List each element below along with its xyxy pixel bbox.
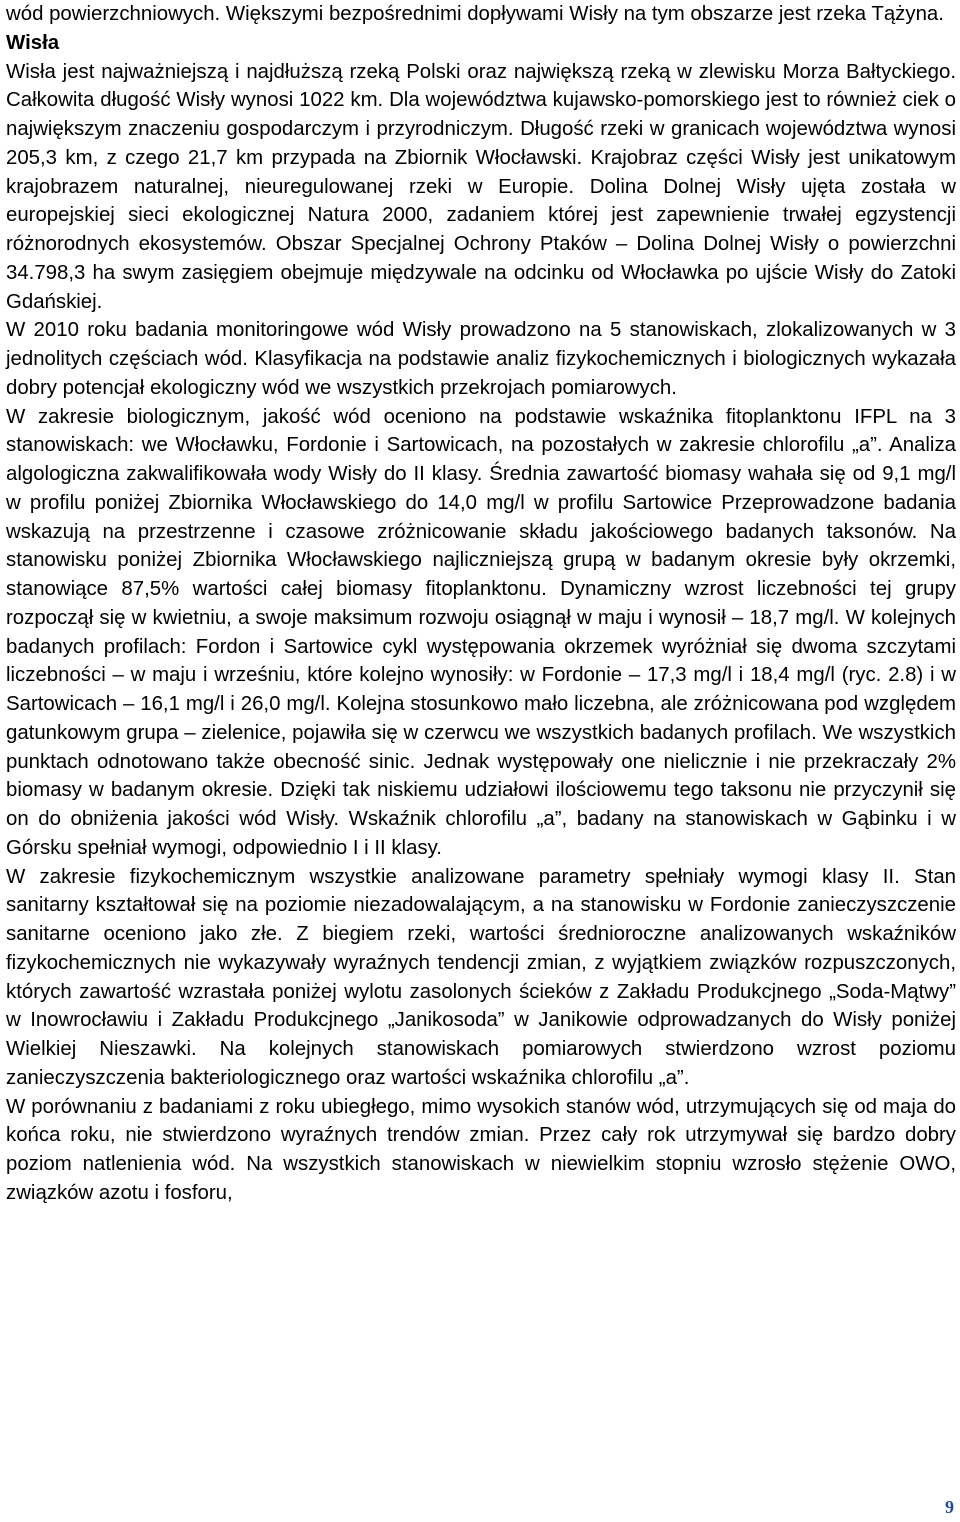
- paragraph-biological: W zakresie biologicznym, jakość wód oceniono na podstawie wskaźnika fitoplanktonu IFPL na 3 stanowiskach: we Włocławku, Fordonie i Sartowicach, na pozostałych w zakresie chlorofilu „a”. Analiza algologiczna zakwalifikowała wody Wisły do II klasy. Średnia zawartość biomasy wahała się od 9,1 mg/l w profilu poniżej Zbiornika Włocławskiego do 14,0 mg/l w profilu Sartowice Przeprowadzone badania wskazują na przestrzenne i czasowe zróżnicowanie składu jakościowego badanych taksonów. Na stanowisku poniżej Zbiornika Włocławskiego najliczniejszą grupą w badanym okresie były okrzemki, stanowiące 87,5% wartości całej biomasy fitoplanktonu. Dynamiczny wzrost liczebności tej grupy rozpoczął się w kwietniu, a swoje maksimum rozwoju osiągnął w maju i wynosił – 18,7 mg/l. W kolejnych badanych profilach: Fordon i Sartowice cykl występowania okrzemek wyróżniał się dwoma szczytami liczebności – w maju i wrześniu, które kolejno wynosiły: w Fordonie – 17,3 mg/l i 18,4 mg/l (ryc. 2.8) i w Sartowicach – 16,1 mg/l i 26,0 mg/l. Kolejna stosunkowo mało liczebna, ale zróżnicowana pod względem gatunkowym grupa – zielenice, pojawiła się w czerwcu we wszystkich badanych profilach. We wszystkich punktach odnotowano także obecność sinic. Jednak występowały one nielicznie i nie przekraczały 2% biomasy w badanym okresie. Dzięki tak niskiemu udziałowi ilościowemu tego taksonu nie przyczynił się on do obniżenia jakości wód Wisły. Wskaźnik chlorofilu „a”, badany na stanowiskach w Gąbinku i w Górsku spełniał wymogi, odpowiednio I i II klasy.: [6, 405, 956, 859]
- document-page: [6, 0, 956, 1208]
- page-number: 9: [945, 1497, 954, 1517]
- paragraph-wisla-description: Wisła jest najważniejszą i najdłuższą rzeką Polski oraz największą rzeką w zlewisku Morza Bałtyckiego. Całkowita długość Wisły wynosi 1022 km. Dla województwa kujawsko-pomorskiego jest to również ciek o największym znaczeniu gospodarczym i przyrodniczym. Długość rzeki w granicach województwa wynosi 205,3 km, z czego 21,7 km przypada na Zbiornik Włocławski. Krajobraz części Wisły jest unikatowym krajobrazem naturalnej, nieuregulowanej rzeki w Europie. Dolina Dolnej Wisły ujęta została w europejskiej sieci ekologicznej Natura 2000, zadaniem której jest zapewnienie trwałej egzystencji różnorodnych ekosystemów. Obszar Specjalnej Ochrony Ptaków – Dolina Dolnej Wisły o powierzchni 34.798,3 ha swym zasięgiem obejmuje międzywale na odcinku od Włocławka po ujście Wisły do Zatoki Gdańskiej.: [6, 60, 956, 313]
- paragraph-monitoring: W 2010 roku badania monitoringowe wód Wisły prowadzono na 5 stanowiskach, zlokalizowanych w 3 jednolitych częściach wód. Klasyfikacja na podstawie analiz fizykochemicznych i biologicznych wykazała dobry potencjał ekologiczny wód we wszystkich przekrojach pomiarowych.: [6, 319, 956, 399]
- section-title: Wisła: [6, 31, 60, 54]
- intro-paragraph: wód powierzchniowych. Większymi bezpośrednimi dopływami Wisły na tym obszarze jest rzeka Tążyna.: [6, 3, 944, 25]
- paragraph-physicochemical: W zakresie fizykochemicznym wszystkie analizowane parametry spełniały wymogi klasy II. Stan sanitarny kształtował się na poziomie niezadowalającym, a na stanowisku w Fordonie zanieczyszczenie sanitarne oceniono jako złe. Z biegiem rzeki, wartości średnioroczne analizowanych wskaźników fizykochemicznych nie wykazywały wyraźnych tendencji zmian, z wyjątkiem związków rozpuszczonych, których zawartość wzrastała poniżej wylotu zasolonych ścieków z Zakładu Produkcjnego „Soda-Mątwy” w Inowrocławiu i Zakładu Produkcjnego „Janikosoda” w Janikowie odprowadzanych do Wisły poniżej Wielkiej Nieszawki. Na kolejnych stanowiskach pomiarowych stwierdzono wzrost poziomu zanieczyszczenia bakteriologicznego oraz wartości wskaźnika chlorofilu „a”.: [6, 865, 956, 1089]
- paragraph-comparison: W porównaniu z badaniami z roku ubiegłego, mimo wysokich stanów wód, utrzymujących się od maja do końca roku, nie stwierdzono wyraźnych trendów zmian. Przez cały rok utrzymywał się bardzo dobry poziom natlenienia wód. Na wszystkich stanowiskach w niewielkim stopniu wzrosło stężenie OWO, związków azotu i fosforu,: [6, 1095, 956, 1204]
